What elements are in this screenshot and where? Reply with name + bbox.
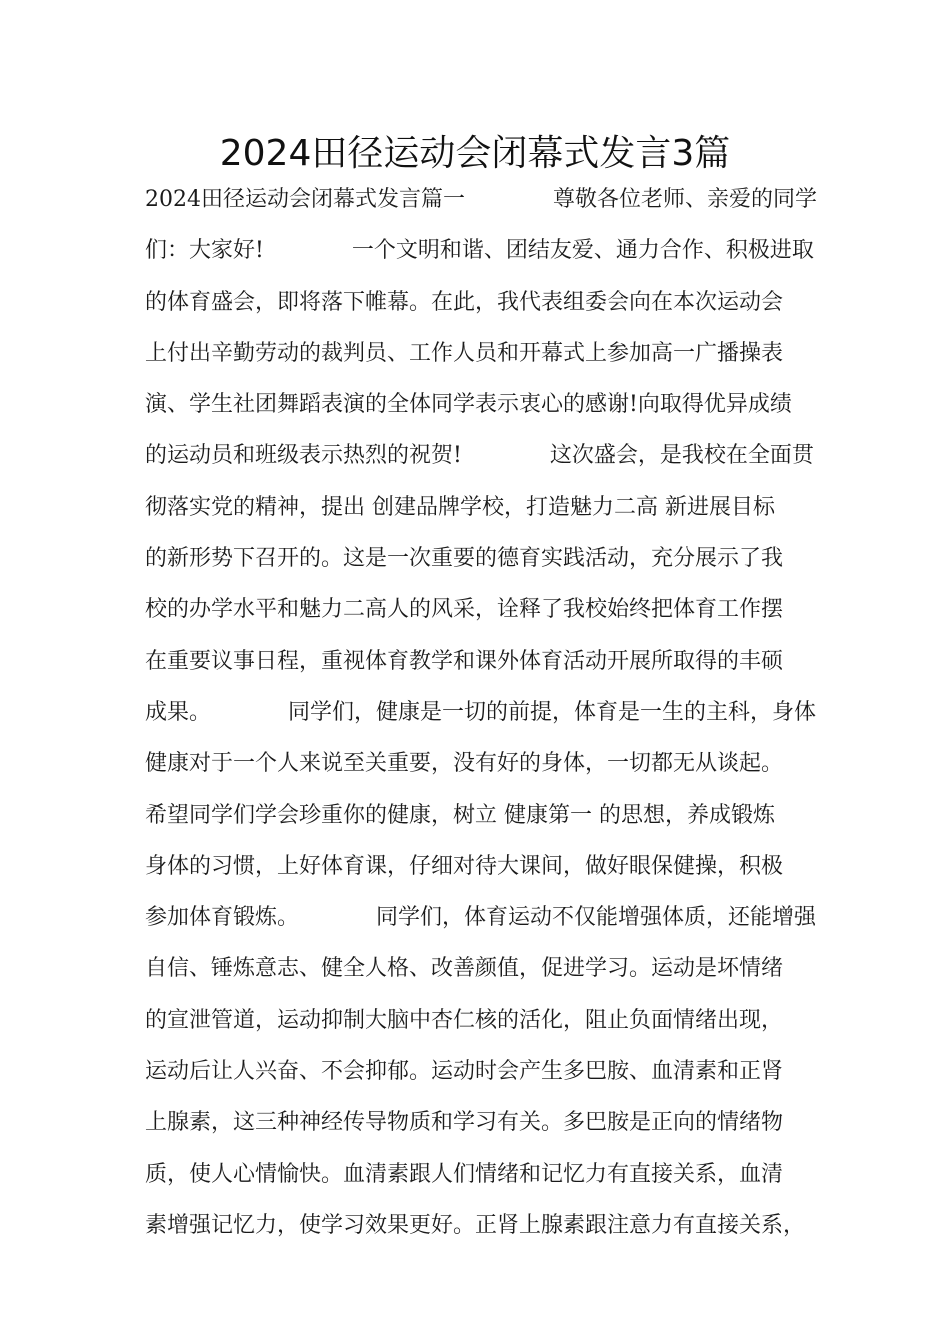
text-line: 素增强记忆力，使学习效果更好。正肾上腺素跟注意力有直接关系，	[145, 1212, 806, 1238]
text-line: 参加体育锻炼。 同学们，体育运动不仅能增强体质，还能增强	[145, 905, 817, 931]
text-line: 身体的习惯，上好体育课，仔细对待大课间，做好眼保健操，积极	[145, 853, 784, 879]
text-line: 的新形势下召开的。这是一次重要的德育实践活动，充分展示了我	[145, 546, 784, 572]
text-line: 希望同学们学会珍重你的健康，树立 健康第一 的思想，养成锻炼	[145, 802, 775, 828]
text-line: 自信、锤炼意志、健全人格、改善颜值，促进学习。运动是坏情绪	[145, 956, 784, 982]
document-body	[145, 178, 825, 1255]
text-line: 演、学生社团舞蹈表演的全体同学表示衷心的感谢!向取得优异成绩	[145, 392, 792, 418]
document-title: 2024田径运动会闭幕式发言3篇	[219, 133, 731, 174]
text-line: 上腺素，这三种神经传导物质和学习有关。多巴胺是正向的情绪物	[145, 1110, 784, 1136]
text-line: 上付出辛勤劳动的裁判员、工作人员和开幕式上参加高一广播操表	[145, 340, 784, 366]
text-line: 彻落实党的精神，提出 创建品牌学校，打造魅力二高 新进展目标	[145, 494, 775, 520]
text-line: 的体育盛会，即将落下帷幕。在此，我代表组委会向在本次运动会	[145, 289, 784, 315]
text-line: 的运动员和班级表示热烈的祝贺! 这次盛会，是我校在全面贯	[145, 443, 814, 469]
text-line: 成果。 同学们，健康是一切的前提，体育是一生的主科，身体	[145, 699, 817, 725]
text-line: 健康对于一个人来说至关重要，没有好的身体，一切都无从谈起。	[145, 751, 784, 777]
text-line: 运动后让人兴奋、不会抑郁。运动时会产生多巴胺、血清素和正肾	[145, 1059, 784, 1085]
text-line: 2024田径运动会闭幕式发言篇一 尊敬各位老师、亲爱的同学	[145, 187, 817, 212]
text-line: 的宣泄管道，运动抑制大脑中杏仁核的活化，阻止负面情绪出现，	[145, 1007, 784, 1033]
text-line: 质，使人心情愉快。血清素跟人们情绪和记忆力有直接关系，血清	[145, 1161, 784, 1187]
text-line: 在重要议事日程，重视体育教学和课外体育活动开展所取得的丰硕	[145, 648, 784, 674]
text-line: 们：大家好! 一个文明和谐、团结友爱、通力合作、积极进取	[145, 238, 814, 264]
text-line: 校的办学水平和魅力二高人的风采，诠释了我校始终把体育工作摆	[145, 597, 784, 623]
